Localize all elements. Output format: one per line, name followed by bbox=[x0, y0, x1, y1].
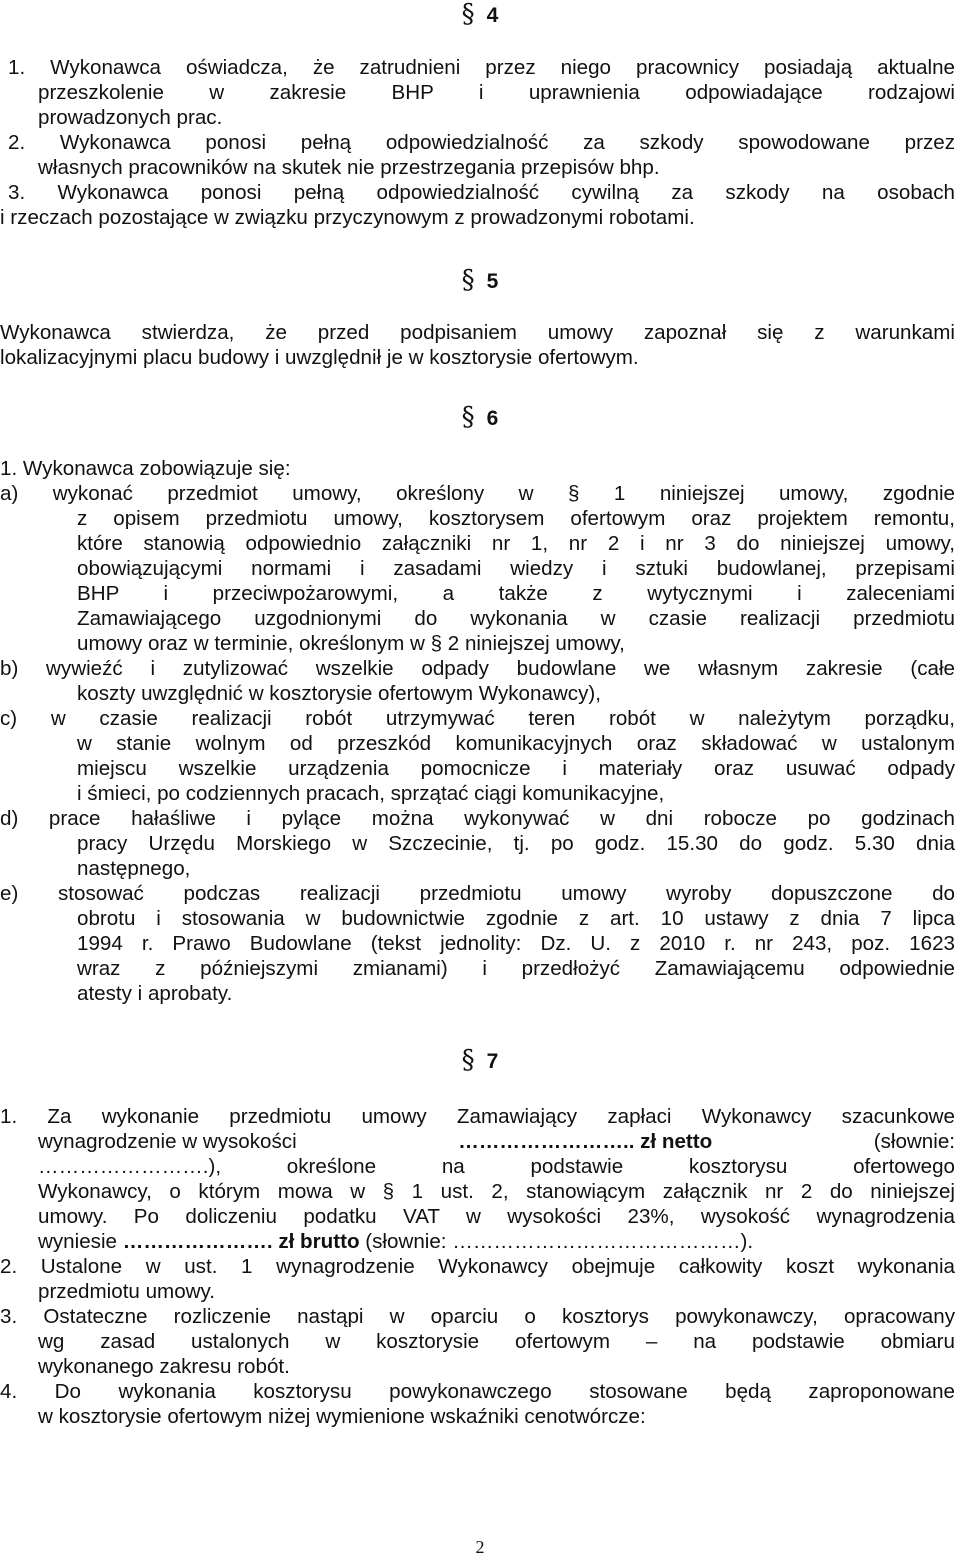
text-line: 3. Ostateczne rozliczenie nastąpi w oparciu o kosztorys powykonawczy, opracowany bbox=[0, 1305, 955, 1328]
section-number: 6 bbox=[486, 407, 499, 430]
text-line: w stanie wolnym od przeszkód komunikacyjnych oraz składować w ustalonym bbox=[77, 732, 955, 755]
text-line: i śmieci, po codziennych pracach, sprzątać ciągi komunikacyjne, bbox=[77, 782, 665, 805]
text-line: 2. Ustalone w ust. 1 wynagrodzenie Wykonawcy obejmuje całkowity koszt wykonania bbox=[0, 1255, 955, 1278]
section-sign: § bbox=[461, 265, 475, 295]
text-line: Wykonawca stwierdza, że przed podpisaniem umowy zapoznał się z warunkami bbox=[0, 321, 955, 344]
text-line: koszty uwzględnić w kosztorysie ofertowym Wykonawcy), bbox=[77, 682, 601, 705]
text-line: Wykonawcy, o którym mowa w § 1 ust. 2, stanowiącym załącznik nr 2 do niniejszej bbox=[38, 1180, 955, 1203]
text-line: …………………….), określone na podstawie kosztorysu ofertowego bbox=[38, 1155, 955, 1178]
text-line: 2. Wykonawca ponosi pełną odpowiedzialność za szkody spowodowane przez bbox=[8, 131, 955, 154]
text-line: b) wywieźć i zutylizować wszelkie odpady budowlane we własnym zakresie (całe bbox=[0, 657, 955, 680]
text-line: Zamawiającego uzgodnionymi do wykonania w czasie realizacji przedmiotu bbox=[77, 607, 955, 630]
text-line: przedmiotu umowy. bbox=[38, 1280, 216, 1303]
text-line: umowy. Po doliczeniu podatku VAT w wysokości 23%, wysokość wynagrodzenia bbox=[38, 1205, 955, 1228]
section-heading-6 bbox=[0, 402, 960, 432]
text-fragment: wynagrodzenie w wysokości bbox=[38, 1130, 297, 1153]
section-number: 7 bbox=[486, 1050, 499, 1073]
text-fragment: (słownie: bbox=[873, 1130, 955, 1153]
text-line: 4. Do wykonania kosztorysu powykonawczego stosowane będą zaproponowane bbox=[0, 1380, 955, 1403]
text-line: lokalizacyjnymi placu budowy i uwzględnił je w kosztorysie ofertowym. bbox=[0, 346, 639, 369]
section-6-body bbox=[0, 456, 955, 1006]
section-number: 5 bbox=[486, 270, 499, 293]
text-line: pracy Urzędu Morskiego w Szczecinie, tj. po godz. 15.30 do godz. 5.30 dnia bbox=[77, 832, 955, 855]
text-line: d) prace hałaśliwe i pylące można wykonywać w dni robocze po godzinach bbox=[0, 807, 955, 830]
text-line bbox=[0, 1229, 955, 1254]
section-sign: § bbox=[461, 0, 475, 29]
text-line: umowy oraz w terminie, określonym w § 2 niniejszej umowy, bbox=[77, 632, 625, 655]
text-line: przeszkolenie w zakresie BHP i uprawnienia odpowiadające rodzajowi bbox=[38, 81, 955, 104]
text-line: własnych pracowników na skutek nie przestrzegania przepisów bhp. bbox=[38, 156, 660, 179]
text-line: wraz z późniejszymi zmianami) i przedłożyć Zamawiającemu odpowiednie bbox=[77, 957, 955, 980]
text-line: a) wykonać przedmiot umowy, określony w § 1 niniejszej umowy, zgodnie bbox=[0, 482, 955, 505]
text-line: prowadzonych prac. bbox=[38, 106, 223, 129]
text-line: które stanowią odpowiednio załączniki nr 1, nr 2 i nr 3 do niniejszej umowy, bbox=[77, 532, 955, 555]
text-line: 1. Wykonawca zobowiązuje się: bbox=[0, 457, 291, 480]
text-line: z opisem przedmiotu umowy, kosztorysem ofertowym oraz projektem remontu, bbox=[77, 507, 955, 530]
text-line: wg zasad ustalonych w kosztorysie ofertowym – na podstawie obmiaru bbox=[38, 1330, 955, 1353]
text-line: obrotu i stosowania w budownictwie zgodnie z art. 10 ustawy z dnia 7 lipca bbox=[77, 907, 955, 930]
section-4-body bbox=[0, 55, 955, 230]
text-line: wykonanego zakresu robót. bbox=[38, 1355, 290, 1378]
text-line: BHP i przeciwpożarowymi, a także z wytycznymi i zaleceniami bbox=[77, 582, 955, 605]
section-heading-7 bbox=[0, 1045, 960, 1075]
text-line: 1994 r. Prawo Budowlane (tekst jednolity: Dz. U. z 2010 r. nr 243, poz. 1623 bbox=[77, 932, 955, 955]
text-line: 1. Za wykonanie przedmiotu umowy Zamawiający zapłaci Wykonawcy szacunkowe bbox=[0, 1105, 955, 1128]
page-number: 2 bbox=[475, 1537, 485, 1557]
text-line: miejscu wszelkie urządzenia pomocnicze i materiały oraz usuwać odpady bbox=[77, 757, 955, 780]
section-heading-4 bbox=[0, 2, 960, 28]
text-fragment: wyniesie bbox=[38, 1230, 117, 1253]
text-line: 1. Wykonawca oświadcza, że zatrudnieni przez niego pracownicy posiadają aktualne bbox=[8, 56, 955, 79]
text-line: następnego, bbox=[77, 857, 191, 880]
section-sign: § bbox=[461, 402, 475, 432]
text-line: obowiązującymi normami i zasadami wiedzy i sztuki budowlanej, przepisami bbox=[77, 557, 955, 580]
section-sign: § bbox=[461, 1045, 475, 1075]
text-line: c) w czasie realizacji robót utrzymywać teren robót w należytym porządku, bbox=[0, 707, 955, 730]
text-line: i rzeczach pozostające w związku przyczynowym z prowadzonymi robotami. bbox=[0, 206, 695, 229]
text-line bbox=[0, 1129, 955, 1154]
text-line: e) stosować podczas realizacji przedmiotu umowy wyroby dopuszczone do bbox=[0, 882, 955, 905]
text-line: w kosztorysie ofertowym niżej wymienione wskaźniki cenotwórcze: bbox=[38, 1405, 646, 1428]
section-number: 4 bbox=[486, 4, 499, 27]
section-5-body bbox=[0, 320, 955, 370]
text-line: 3. Wykonawca ponosi pełną odpowiedzialność cywilną za szkody na osobach bbox=[8, 181, 955, 204]
gross-amount-placeholder: …………………. zł brutto bbox=[122, 1230, 360, 1253]
text-line: atesty i aprobaty. bbox=[77, 982, 233, 1005]
text-fragment: (słownie: ……………………………………). bbox=[365, 1230, 754, 1253]
section-7-body bbox=[0, 1104, 955, 1429]
net-amount-placeholder: …………………….. zł netto bbox=[458, 1130, 713, 1153]
section-heading-5 bbox=[0, 265, 960, 295]
